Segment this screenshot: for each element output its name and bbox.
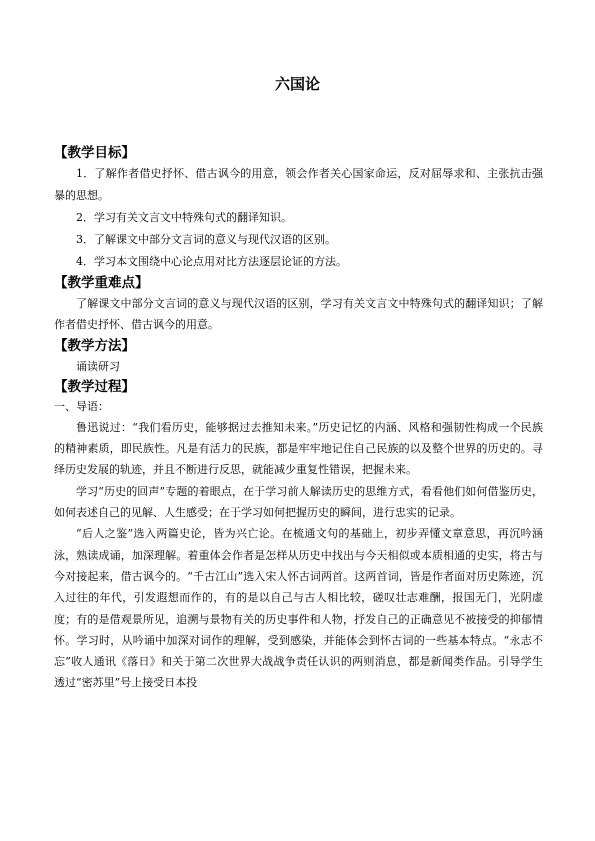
method-text: 诵读研习 [76, 359, 120, 373]
process-paragraph-3: “后人之鉴”选入两篇史论，皆为兴亡论。在梳通文句的基础上，初步弄懂文章意思，再沉吟涵泳，熟读成诵，加深理解。着重体会作者是怎样从历史中找出与今天相似或本质相通的史实，将古与今对接起来，借古讽今的。“千古江山”选入宋人怀古词两首。这两首词，皆是作者面对历史陈迹，沉入过往的年代，引发遐想而作的，有的是以自己与古人相比较，磋叹壮志难酬，报国无门，光阴虚度；有的是借观景所见，追溯与景物有关的历史事件和人物，抒发自己的正确意见不被接受的抑郁情怀。学习时，从吟诵中加深对词作的理解，受到感染，并能体会到怀古词的一些基本特点。“永志不忘”收人通讯《落日》和关于第二次世界大战战争责任认识的两则消息，都是新闻类作品。引导学生透过“密苏里”号上接受日本投 [54, 527, 543, 690]
section-heading-goals: 【教学目标】 [54, 145, 135, 161]
goal-item-3: 3．了解课文中部分文言词的意义与现代汉语的区别。 [76, 233, 336, 246]
key-points-text: 了解课文中部分文言词的意义与现代汉语的区别，学习有关文言文中特殊句式的翻译知识；了解作者借史抒怀、借古讽今的用意。 [54, 297, 543, 332]
goal-item-2: 2．学习有关文言文中特殊句式的翻译知识。 [76, 211, 292, 224]
document-title: 六国论 [274, 75, 320, 93]
section-teaching-method [54, 336, 543, 377]
section-teaching-process [54, 377, 543, 694]
process-paragraph-1: 鲁迅说过：“我们看历史，能够据过去推知未来。”历史记忆的内涵、风格和强韧性构成一个民族的精神素质，即民族性。凡是有活力的民族，都是牢牢地记住自己民族的以及整个世界的历史的。寻绎历史发展的轨迹，并且不断进行反思，就能减少重复性错误，把握未来。 [54, 420, 543, 477]
process-sub-heading: 一、导语： [54, 399, 109, 413]
section-heading-key-points: 【教学重难点】 [54, 275, 149, 291]
section-teaching-goals [54, 143, 543, 273]
section-key-points [54, 273, 543, 336]
goal-item-4: 4．学习本文围绕中心论点用对比方法逐层论证的方法。 [76, 255, 347, 268]
section-heading-method: 【教学方法】 [54, 337, 135, 354]
goal-item-1: 1．了解作者借史抒怀、借古讽今的用意，领会作者关心国家命运，反对屈辱求和、主张抗击强暴的思想。 [54, 167, 543, 202]
document-body [54, 143, 543, 694]
process-paragraph-2: 学习“历史的回声”专题的着眼点，在于学习前人解读历史的思维方式，看看他们如何借鉴历史，如何表述自己的见解、人生感受；在于学习如何把握历史的瞬间，进行忠实的记录。 [54, 484, 543, 520]
section-heading-process: 【教学过程】 [54, 378, 135, 395]
